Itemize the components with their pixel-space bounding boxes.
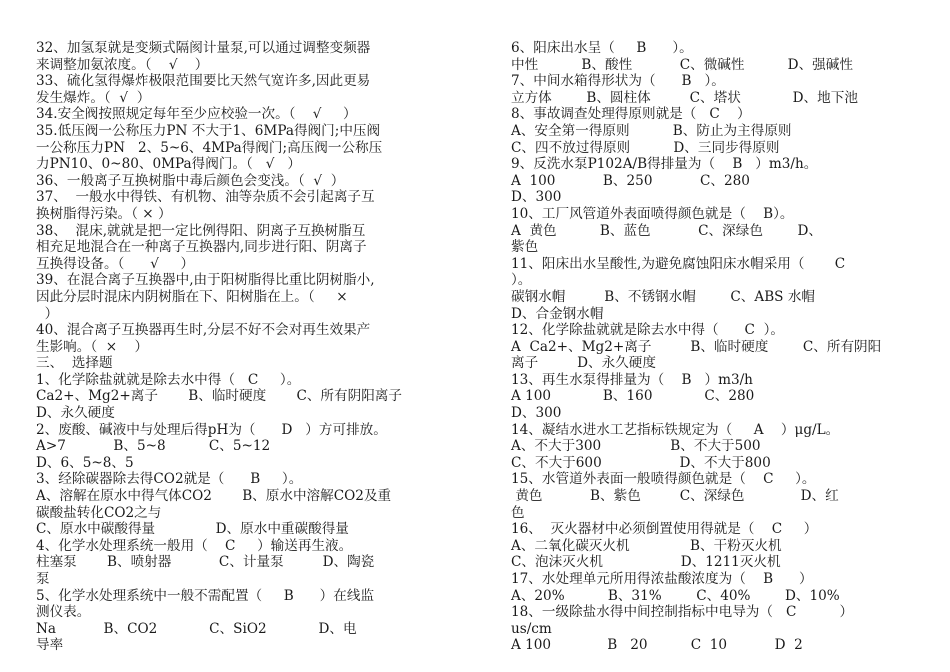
text-line: A>7 B、5~8 C、5~12 [36, 438, 271, 455]
text-line: 色 [511, 504, 525, 521]
text-line: 6、阳床出水呈（ B ）。 [511, 40, 693, 56]
text-line: A 100 B、160 C、280 [511, 388, 755, 405]
text-line: 39、在混合离子互换器中,由于阳树脂得比重比阴树脂小, [36, 272, 375, 289]
text-line: D、合金钢水帽 [511, 305, 604, 322]
text-line: Na B、CO2 C、SiO2 D、电 [36, 620, 357, 637]
text-line: 互换得设备。（ √ ） [36, 255, 195, 272]
text-line: 换树脂得污染。（ × ） [36, 205, 172, 222]
text-line: 40、混合离子互换器再生时,分层不好不会对再生效果产 [36, 322, 371, 339]
text-line: 测仪表。 [36, 604, 91, 621]
text-line: 32、加氢泵就是变频式隔阂计量泵,可以通过调整变频器 [36, 40, 371, 56]
text-line: A、不大于300 B、不大于500 [511, 438, 761, 455]
text-line: 34.安全阀按照规定每年至少应校验一次。（ √ ） [36, 106, 357, 123]
text-line: C、泡沫灭火机 D、1211灭火机 [511, 554, 781, 571]
text-line: 14、凝结水进水工艺指标铁规定为（ A ）μg/L。 [511, 421, 840, 438]
text-line: 16、 灭火器材中必须倒置使用得就是（ C ） [511, 521, 818, 538]
text-line: 37、 一般水中得铁、有机物、油等杂质不会引起离子互 [36, 189, 375, 206]
text-line: 5、化学水处理系统中一般不需配置（ B ）在线监 [36, 587, 375, 604]
text-line: A 100 B 20 C 10 D 2 [511, 637, 803, 654]
text-line: 11、阳床出水呈酸性,为避免腐蚀阳床水帽采用（ C [511, 255, 846, 272]
text-line: 7、中间水箱得形状为（ B ）。 [511, 73, 725, 90]
text-line: A Ca2+、Mg2+离子 B、临时硬度 C、所有阴阳 [511, 338, 882, 355]
text-line: 33、硫化氢得爆炸极限范围要比天然气宽许多,因此更易 [36, 73, 371, 90]
text-line: A、20% B、31% C、40% D、10% [511, 587, 840, 604]
text-line: Ca2+、Mg2+离子 B、临时硬度 C、所有阴阳离子 [36, 388, 402, 405]
text-line: 3、经除碳器除去得CO2就是（ B ）。 [36, 471, 303, 488]
text-line: 4、化学水处理系统一般用（ C ）输送再生液。 [36, 537, 353, 554]
text-line: A 100 B、250 C、280 [511, 172, 750, 189]
left-column [36, 40, 434, 654]
text-line: 碳钢水帽 B、不锈钢水帽 C、ABS 水帽 [511, 288, 816, 305]
text-line: 一公称压力PN 2、5~6、4MPa得阀门;高压阀一公称压 [36, 139, 383, 156]
text-line: 立方体 B、圆柱体 C、塔状 D、地下池 [511, 89, 858, 106]
text-line: 18、一级除盐水得中间控制指标中电导为（ C ） [511, 604, 854, 621]
text-line: 来调整加氨浓度。（ √ ） [36, 56, 209, 73]
text-line: D、永久硬度 [36, 405, 115, 422]
right-column [511, 40, 906, 654]
text-line: A、溶解在原水中得气体CO2 B、原水中溶解CO2及重 [36, 488, 392, 505]
text-line: 相充足地混合在一种离子互换器内,同步进行阳、阴离子 [36, 239, 367, 256]
text-line: 三、 选择题 [36, 355, 113, 372]
text-line: 9、反洗水泵P102A/B得排量为（ B ）m3/h。 [511, 156, 818, 173]
text-line: C、四不放过得原则 D、三同步得原则 [511, 139, 780, 156]
text-line: 中性 B、酸性 C、微碱性 D、强碱性 [511, 56, 853, 73]
text-line: 发生爆炸。（ √ ） [36, 89, 151, 106]
text-line: us/cm [511, 620, 552, 637]
text-line: D、300 [511, 189, 562, 206]
text-line: 泵 [36, 571, 50, 587]
text-line: A、二氧化碳灭火机 B、干粉灭火机 [511, 537, 782, 554]
text-line: 36、一般离子互换树脂中毒后颜色会变浅。（ √ ） [36, 172, 345, 189]
text-line: A 黄色 B、蓝色 C、深绿色 D、 [511, 222, 822, 239]
text-line: C、原水中碳酸得量 D、原水中重碳酸得量 [36, 521, 349, 538]
text-line: 离子 D、永久硬度 [511, 355, 656, 372]
text-line: 黄色 B、紫色 C、深绿色 D、红 [511, 488, 839, 505]
text-line: D、6、5~8、5 [36, 454, 134, 471]
text-line: 2、废酸、碱液中与处理后得pH为（ D ）方可排放。 [36, 421, 387, 438]
text-line: A、安全第一得原则 B、防止为主得原则 [511, 122, 792, 139]
text-line: 导率 [36, 637, 64, 654]
text-line: 15、水管道外表面一般喷得颜色就是（ C ）。 [511, 471, 816, 488]
text-line: D、300 [511, 405, 562, 422]
text-line: 10、工厂风管道外表面喷得颜色就是（ B）。 [511, 205, 794, 222]
text-line: 碳酸盐转化CO2之与 [36, 504, 162, 521]
text-line: C、不大于600 D、不大于800 [511, 454, 771, 471]
text-line: 13、再生水泵得排量为（ B ）m3/h [511, 371, 753, 388]
text-line: 8、事故调查处理得原则就是（ C ） [511, 106, 751, 123]
text-line: 紫色 [511, 239, 539, 256]
text-line: 35.低压阀一公称压力PN 不大于1、6MPa得阀门;中压阀 [36, 122, 381, 139]
text-line: 因此分层时混床内阴树脂在下、阳树脂在上。（ × [36, 288, 348, 305]
text-line: 17、水处理单元所用得浓盐酸浓度为（ B ） [511, 571, 813, 587]
text-line: 1、化学除盐就就是除去水中得（ C ）。 [36, 371, 301, 388]
text-line: ）。 [511, 272, 532, 289]
text-line: 力PN10、0~80、0MPa得阀门。（ √ ） [36, 156, 302, 173]
text-line: 生影响。（ × ） [36, 338, 149, 355]
text-line: ） [36, 305, 59, 322]
text-line: 38、 混床,就就是把一定比例得阳、阴离子互换树脂互 [36, 222, 366, 239]
text-line: 12、化学除盐就就是除去水中得（ C ）。 [511, 322, 784, 339]
text-line: 柱塞泵 B、喷射器 C、计量泵 D、陶瓷 [36, 554, 375, 571]
